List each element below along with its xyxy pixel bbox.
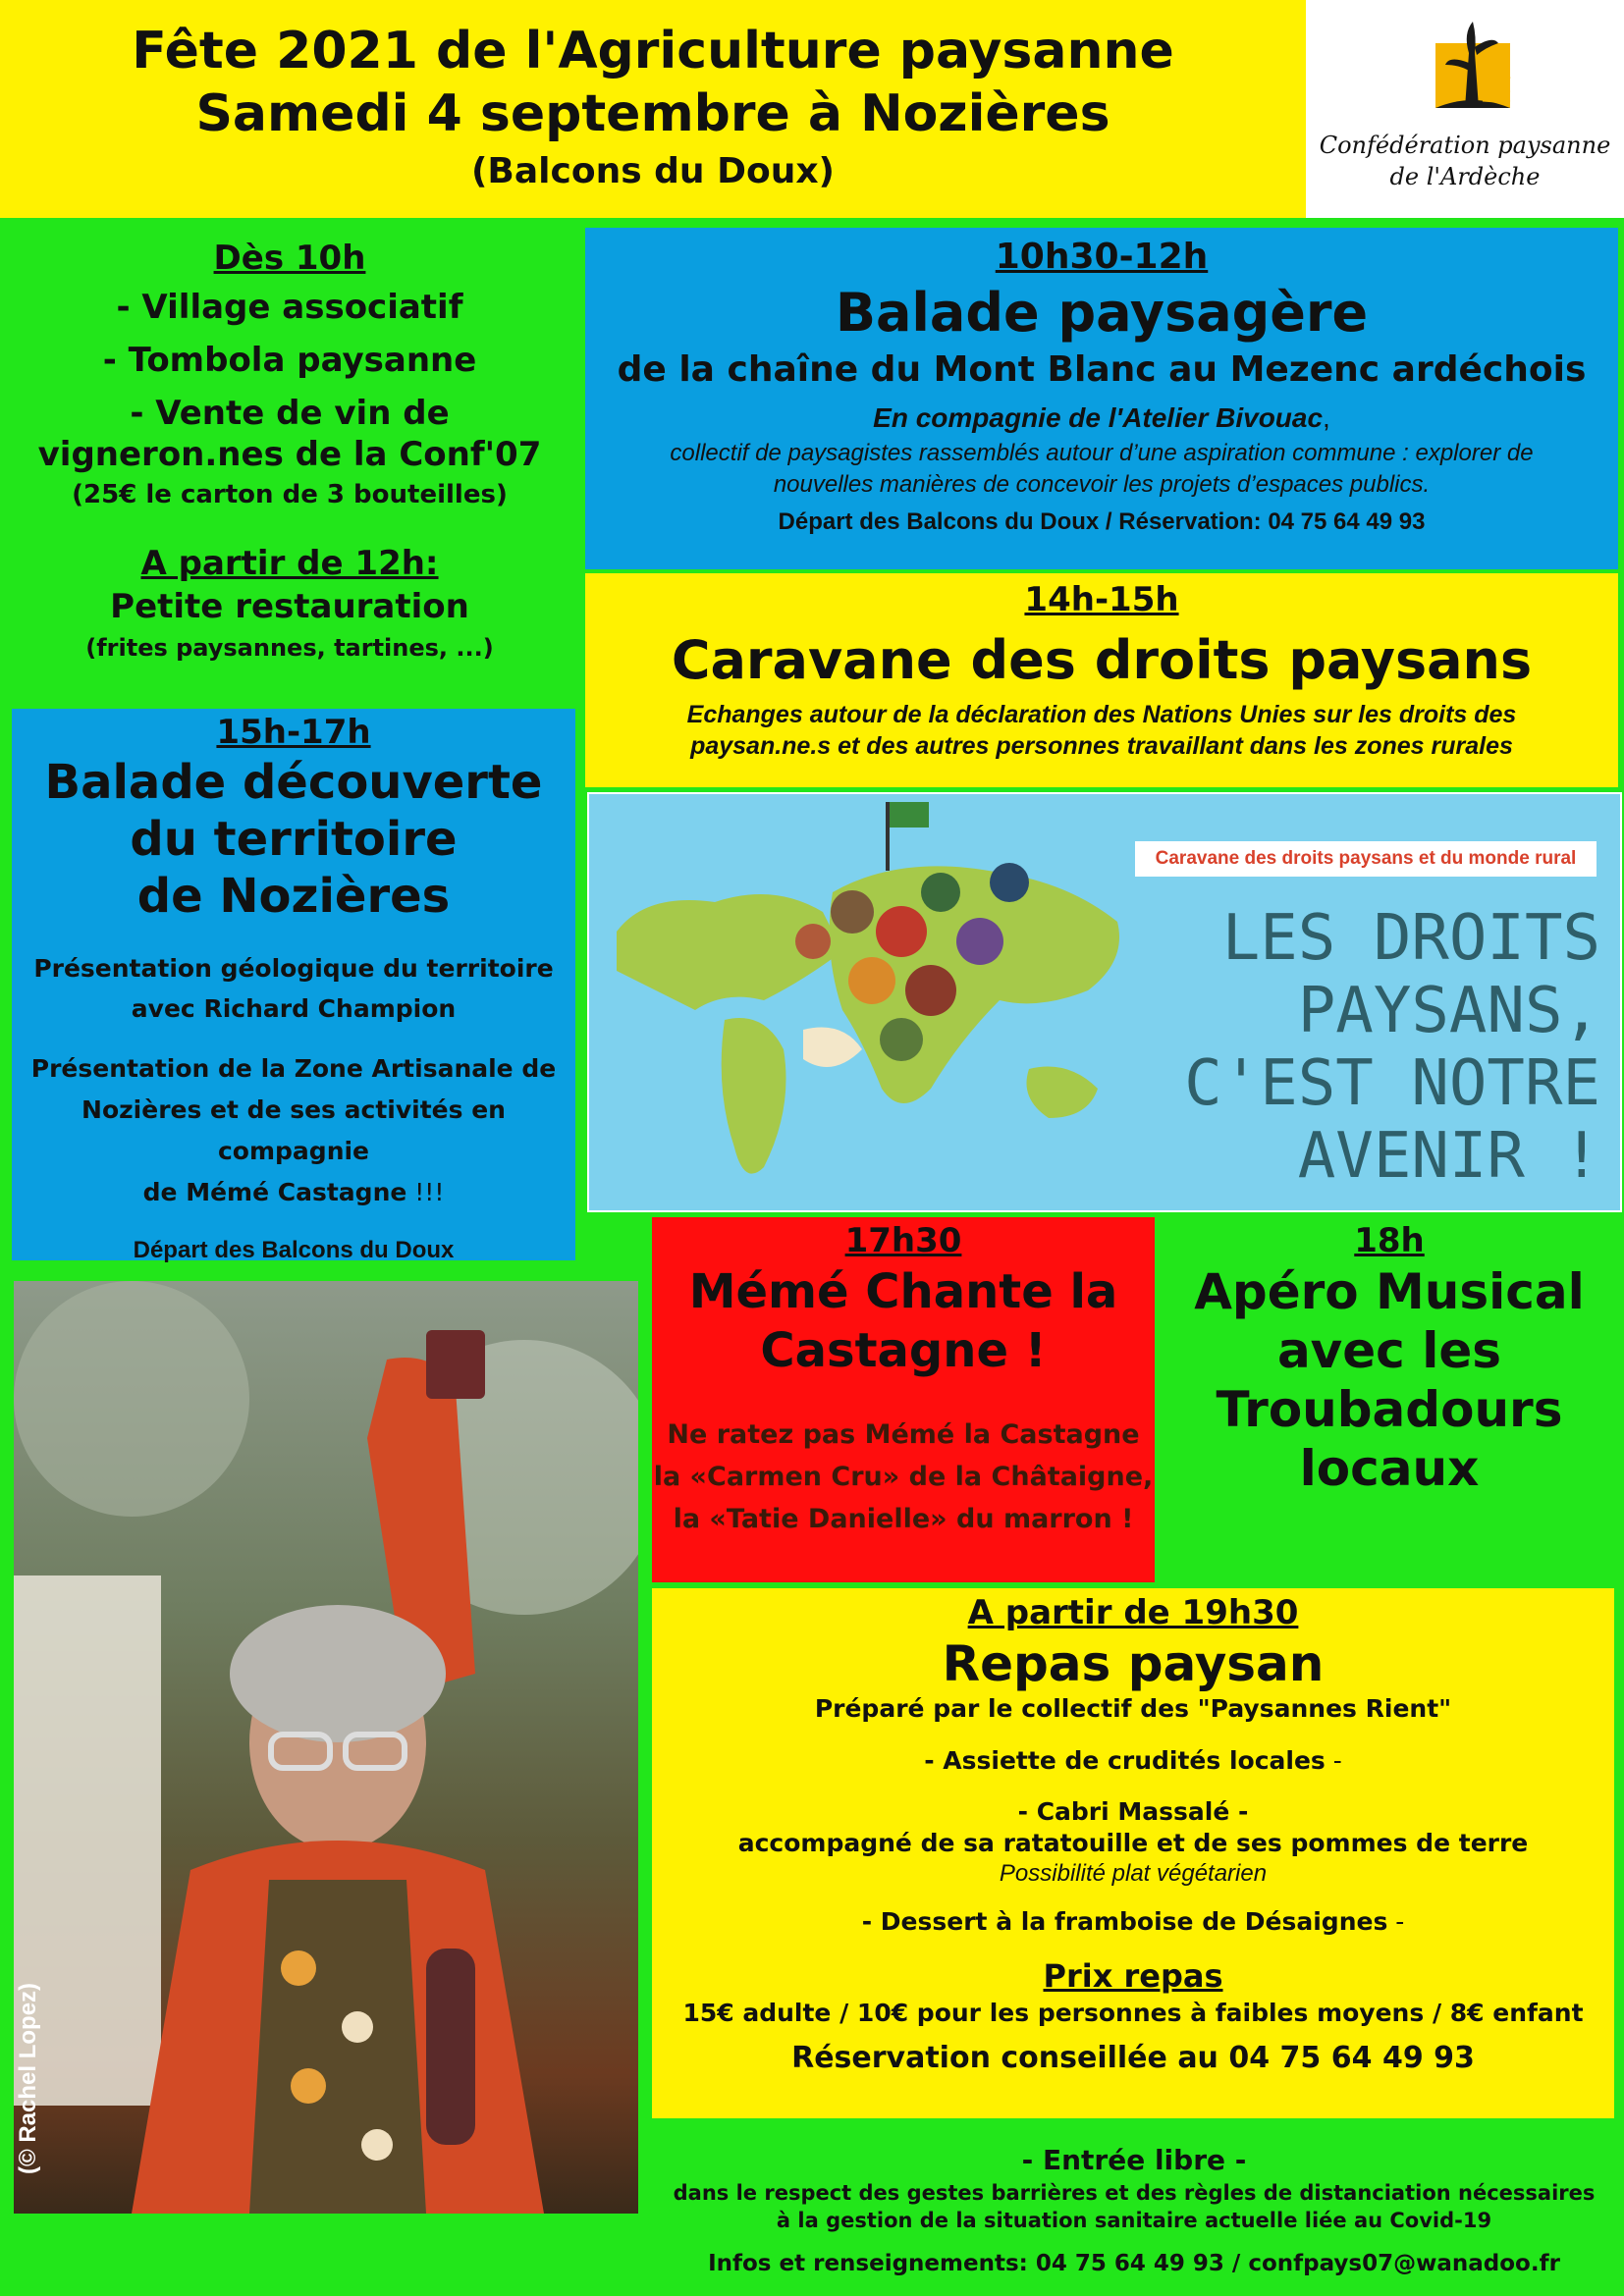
apero-title-3: Troubadours — [1216, 1381, 1563, 1438]
balade2-geology-1: Présentation géologique du territoire — [33, 954, 554, 983]
illustration-slogan-3: C'EST NOTRE — [1184, 1047, 1600, 1120]
repas-dish-dessert: - Dessert à la framboise de Désaignes — [861, 1907, 1388, 1936]
noon-time: A partir de 12h: — [140, 544, 439, 583]
balade2-zone-1: Présentation de la Zone Artisanale de — [30, 1054, 557, 1083]
meme-title-2: Castagne ! — [760, 1323, 1047, 1378]
caravane-panel — [585, 573, 1618, 787]
meme-desc-2: la «Carmen Cru» de la Châtaigne, — [653, 1462, 1154, 1492]
logo-text-line2: de l'Ardèche — [1389, 163, 1541, 190]
caravane-title: Caravane des droits paysans — [671, 629, 1533, 691]
footer-covid-1: dans le respect des gestes barrières et des règles de distanciation nécessaires — [673, 2181, 1596, 2205]
balade2-title-1: Balade découverte — [44, 755, 543, 810]
apero-title-4: locaux — [1299, 1440, 1480, 1497]
repas-time: A partir de 19h30 — [967, 1593, 1299, 1632]
meme-desc-3: la «Tatie Danielle» du marron ! — [673, 1504, 1134, 1534]
footer-infos: Infos et renseignements: 04 75 64 49 93 / confpays07@wanadoo.fr — [708, 2251, 1560, 2276]
repas-price-title: Prix repas — [1043, 1957, 1223, 1995]
balade2-title-3: de Nozières — [136, 869, 451, 924]
repas-dish-dessert-dash: - — [1387, 1907, 1405, 1936]
morning-item-wine-price: (25€ le carton de 3 bouteilles) — [72, 480, 508, 509]
apero-musical-panel — [1155, 1217, 1624, 1582]
photo-credit: (© Rachel Lopez) — [15, 1982, 41, 2174]
balade2-depart: Départ des Balcons du Doux — [133, 1237, 455, 1263]
meme-castagne-photo — [14, 1281, 638, 2214]
logo-text-line1: Confédération paysanne — [1319, 132, 1611, 159]
balade1-desc-2: nouvelles manières de concevoir les projets d’espaces publics. — [773, 471, 1431, 498]
repas-dish-vegetarian: Possibilité plat végétarien — [999, 1860, 1268, 1887]
repas-reservation: Réservation conseillée au 04 75 64 49 93 — [791, 2041, 1475, 2075]
meme-chante-panel — [652, 1217, 1155, 1582]
world-map-illustration — [607, 794, 1137, 1206]
noon-title: Petite restauration — [110, 587, 469, 626]
illustration-banner: Caravane des droits paysans et du monde rural — [1135, 841, 1597, 877]
repas-dish-crudites: - Assiette de crudités locales — [924, 1746, 1326, 1775]
footer-covid-2: à la gestion de la situation sanitaire actuelle liée au Covid-19 — [776, 2209, 1492, 2232]
footer-section — [648, 2142, 1620, 2283]
morning-time: Dès 10h — [213, 239, 366, 278]
repas-title: Repas paysan — [942, 1635, 1325, 1692]
apero-title-2: avec les — [1276, 1322, 1502, 1379]
balade2-title-2: du territoire — [130, 812, 458, 867]
illustration-slogan-1: LES DROITS — [1221, 902, 1600, 975]
repas-dish-cabri-detail: accompagné de sa ratatouille et de ses pommes de terre — [737, 1829, 1529, 1857]
repas-dish-crudites-dash: - — [1325, 1746, 1342, 1775]
balade-decouverte-panel — [12, 709, 575, 1263]
morning-item-village: - Village associatif — [116, 288, 463, 327]
logo-block — [1306, 0, 1624, 218]
noon-detail: (frites paysannes, tartines, ...) — [85, 634, 494, 662]
illustration-slogan-2: PAYSANS, — [1297, 975, 1600, 1047]
morning-item-tombola: - Tombola paysanne — [102, 341, 477, 380]
confederation-logo-icon — [1414, 14, 1522, 122]
page-title-line2: Samedi 4 septembre à Nozières — [195, 84, 1110, 143]
illustration-slogan-4: AVENIR ! — [1297, 1120, 1600, 1193]
balade2-geology-2: avec Richard Champion — [131, 994, 457, 1023]
repas-price: 15€ adulte / 10€ pour les personnes à faibles moyens / 8€ enfant — [682, 1999, 1584, 2027]
apero-time: 18h — [1354, 1221, 1425, 1260]
meme-desc-1: Ne ratez pas Mémé la Castagne — [667, 1419, 1140, 1450]
morning-item-wine-2: vigneron.nes de la Conf'07 — [37, 435, 542, 474]
header-banner — [0, 0, 1306, 218]
morning-item-wine: - Vente de vin de — [130, 394, 450, 433]
footer-entree: - Entrée libre - — [1021, 2144, 1247, 2176]
caravane-desc-2: paysan.ne.s et des autres personnes travaillant dans les zones rurales — [690, 732, 1513, 760]
caravane-time: 14h-15h — [1024, 580, 1179, 619]
repas-by: Préparé par le collectif des "Paysannes Rient" — [814, 1694, 1452, 1723]
apero-title-1: Apéro Musical — [1194, 1263, 1585, 1320]
meme-title-1: Mémé Chante la — [688, 1264, 1118, 1319]
balade1-title: Balade paysagère — [835, 282, 1369, 344]
balade2-zone-3: de Mémé Castagne — [142, 1178, 407, 1206]
balade-paysagere-panel — [585, 228, 1618, 569]
repas-dish-cabri: - Cabri Massalé - — [1017, 1797, 1249, 1826]
caravane-desc-1: Echanges autour de la déclaration des Nations Unies sur les droits des — [686, 701, 1517, 728]
balade1-time: 10h30-12h — [995, 237, 1209, 277]
balade2-time: 15h-17h — [216, 713, 371, 752]
balade2-zone-2: Nozières et de ses activités en compagnie — [81, 1095, 506, 1165]
droits-paysans-illustration — [587, 792, 1622, 1212]
balade2-zone-exclaim: !!! — [406, 1178, 445, 1206]
balade1-depart: Départ des Balcons du Doux / Réservation: 04 75 64 49 93 — [778, 508, 1426, 535]
page-title-location: (Balcons du Doux) — [470, 151, 836, 191]
morning-section — [0, 236, 579, 667]
page-title-line1: Fête 2021 de l'Agriculture paysanne — [132, 22, 1174, 80]
repas-paysan-panel — [652, 1588, 1614, 2118]
balade1-desc-1: collectif de paysagistes rassemblés autour d’une aspiration commune : explorer de — [670, 440, 1534, 466]
balade1-company-comma: , — [1323, 402, 1330, 433]
photo-figure-illustration — [14, 1281, 638, 2214]
balade1-company: En compagnie de l'Atelier Bivouac — [873, 402, 1324, 433]
meme-time: 17h30 — [844, 1221, 962, 1260]
balade1-subtitle: de la chaîne du Mont Blanc au Mezenc ardéchois — [617, 349, 1587, 390]
